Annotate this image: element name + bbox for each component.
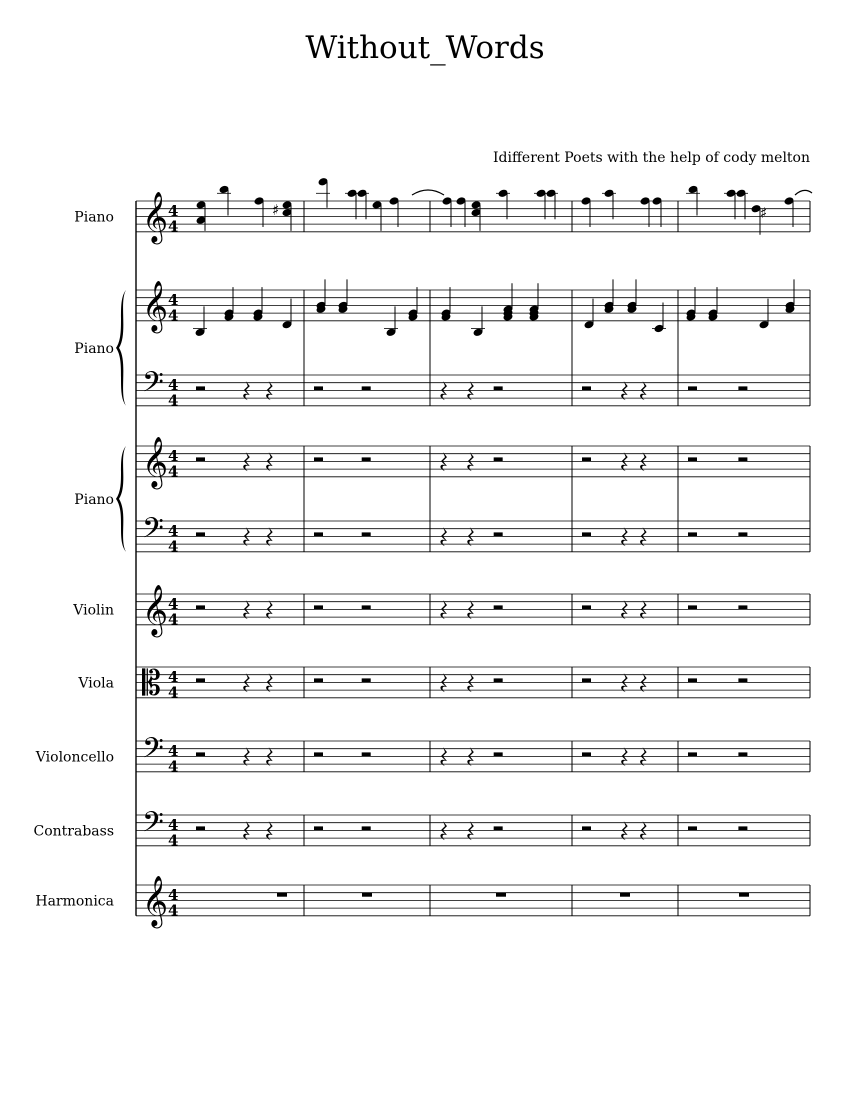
treble-clef-icon: 𝄞 (142, 584, 169, 636)
grand-staff-brace (116, 290, 126, 406)
half-rest-icon (196, 678, 205, 682)
staff (136, 585, 810, 638)
half-rest-icon (362, 752, 371, 756)
staff (136, 512, 810, 555)
half-rest-icon (494, 752, 503, 756)
instrument-label: Piano (74, 209, 114, 226)
half-rest-icon (738, 605, 747, 609)
half-rest-icon (196, 752, 205, 756)
time-signature-denominator: 4 (168, 306, 179, 325)
staff (136, 366, 810, 409)
instrument-label: Piano (74, 491, 114, 508)
staff (136, 192, 810, 245)
sharp-icon: ♯ (760, 203, 768, 222)
time-signature-numerator: 4 (168, 595, 179, 614)
staff (136, 732, 810, 775)
half-rest-icon (362, 605, 371, 609)
instrument-label: Violoncello (35, 749, 114, 766)
whole-rest-icon (739, 893, 749, 897)
half-rest-icon (688, 386, 697, 390)
half-rest-icon (196, 386, 205, 390)
tie (412, 190, 444, 195)
half-rest-icon (688, 457, 697, 461)
bass-clef-icon: 𝄢 (142, 366, 164, 407)
half-rest-icon (494, 457, 503, 461)
time-signature-denominator: 4 (168, 537, 179, 556)
half-rest-icon (494, 826, 503, 830)
half-rest-icon (582, 457, 591, 461)
bass-clef-icon: 𝄢 (142, 732, 164, 773)
time-signature-denominator: 4 (168, 901, 179, 920)
half-rest-icon (314, 826, 323, 830)
half-rest-icon (314, 752, 323, 756)
half-rest-icon (494, 532, 503, 536)
half-rest-icon (196, 826, 205, 830)
tie (795, 190, 812, 195)
half-rest-icon (738, 826, 747, 830)
sharp-icon: ♯ (272, 200, 280, 219)
instrument-label: Harmonica (35, 893, 114, 910)
time-signature-numerator: 4 (168, 291, 179, 310)
staff (136, 806, 810, 849)
half-rest-icon (362, 678, 371, 682)
time-signature-numerator: 4 (168, 742, 179, 761)
instrument-label: Piano (74, 340, 114, 357)
bass-clef-icon: 𝄢 (142, 512, 164, 553)
half-rest-icon (314, 605, 323, 609)
time-signature-denominator: 4 (168, 831, 179, 850)
time-signature-denominator: 4 (168, 610, 179, 629)
staff (136, 281, 810, 334)
time-signature-numerator: 4 (168, 447, 179, 466)
half-rest-icon (314, 386, 323, 390)
half-rest-icon (196, 457, 205, 461)
time-signature-denominator: 4 (168, 217, 179, 236)
half-rest-icon (494, 678, 503, 682)
time-signature-numerator: 4 (168, 816, 179, 835)
half-rest-icon (494, 605, 503, 609)
score-title: Without_Words (305, 30, 545, 66)
composer-credit: Idifferent Poets with the help of cody melton (493, 150, 810, 166)
time-signature-numerator: 4 (168, 522, 179, 541)
half-rest-icon (582, 678, 591, 682)
alto-clef-icon: 𝄡 (142, 663, 161, 704)
half-rest-icon (362, 457, 371, 461)
half-rest-icon (582, 752, 591, 756)
grand-staff-brace (116, 446, 126, 552)
bass-clef-icon: 𝄢 (142, 806, 164, 847)
whole-rest-icon (277, 893, 287, 897)
half-rest-icon (582, 532, 591, 536)
whole-rest-icon (620, 893, 630, 897)
half-rest-icon (688, 532, 697, 536)
half-rest-icon (362, 532, 371, 536)
instrument-label: Viola (78, 675, 114, 692)
treble-clef-icon: 𝄞 (142, 280, 169, 332)
half-rest-icon (362, 386, 371, 390)
time-signature-numerator: 4 (168, 886, 179, 905)
half-rest-icon (314, 457, 323, 461)
half-rest-icon (196, 532, 205, 536)
time-signature-denominator: 4 (168, 391, 179, 410)
instrument-label: Violin (73, 602, 114, 619)
half-rest-icon (582, 826, 591, 830)
whole-rest-icon (496, 893, 506, 897)
half-rest-icon (582, 386, 591, 390)
time-signature-numerator: 4 (168, 376, 179, 395)
half-rest-icon (688, 826, 697, 830)
whole-rest-icon (362, 893, 372, 897)
half-rest-icon (688, 678, 697, 682)
instrument-label: Contrabass (33, 823, 114, 840)
half-rest-icon (688, 605, 697, 609)
time-signature-numerator: 4 (168, 668, 179, 687)
half-rest-icon (582, 605, 591, 609)
half-rest-icon (196, 605, 205, 609)
time-signature-denominator: 4 (168, 462, 179, 481)
half-rest-icon (314, 532, 323, 536)
treble-clef-icon: 𝄞 (142, 436, 169, 488)
staff (136, 876, 810, 929)
staff (136, 437, 810, 490)
half-rest-icon (738, 678, 747, 682)
treble-clef-icon: 𝄞 (142, 875, 169, 927)
half-rest-icon (362, 826, 371, 830)
half-rest-icon (494, 386, 503, 390)
time-signature-numerator: 4 (168, 202, 179, 221)
half-rest-icon (738, 752, 747, 756)
half-rest-icon (738, 457, 747, 461)
time-signature-denominator: 4 (168, 757, 179, 776)
half-rest-icon (738, 386, 747, 390)
time-signature-denominator: 4 (168, 683, 179, 702)
staff (136, 663, 810, 703)
treble-clef-icon: 𝄞 (142, 191, 169, 243)
half-rest-icon (688, 752, 697, 756)
half-rest-icon (738, 532, 747, 536)
half-rest-icon (314, 678, 323, 682)
